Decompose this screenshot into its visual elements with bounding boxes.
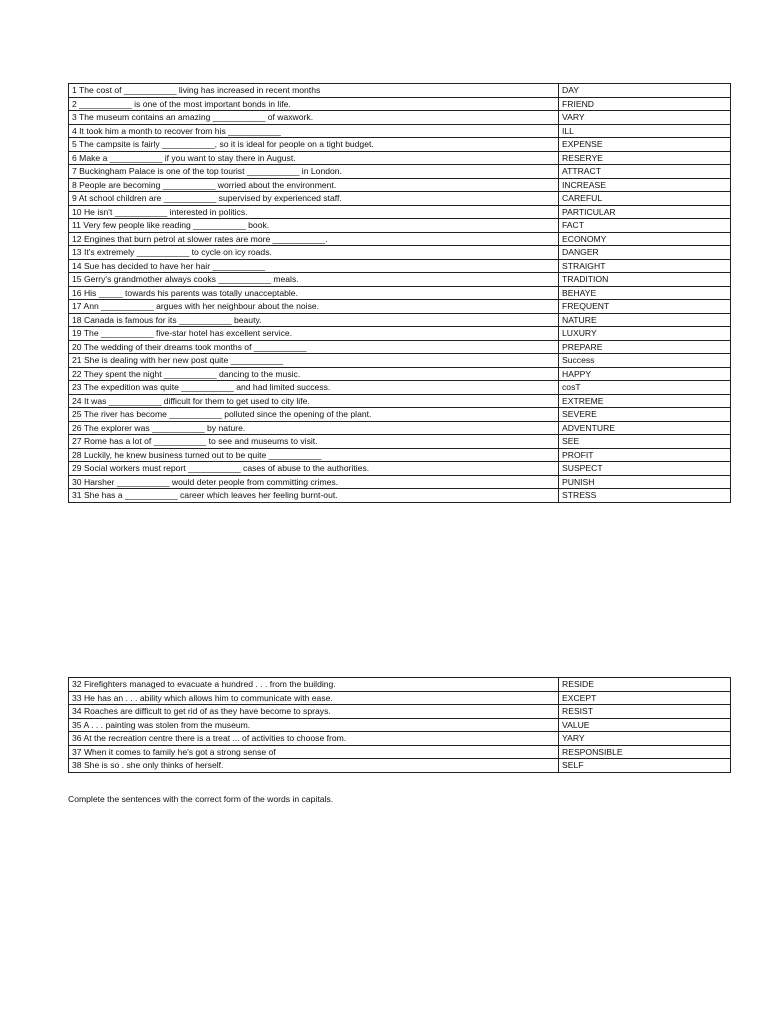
sentence-cell: 35 A . . . painting was stolen from the museum. bbox=[69, 718, 559, 732]
table-row bbox=[69, 448, 731, 462]
keyword-cell: HAPPY bbox=[559, 367, 731, 381]
table-row bbox=[69, 111, 731, 125]
keyword-cell: VALUE bbox=[559, 718, 731, 732]
keyword-cell: STRAIGHT bbox=[559, 259, 731, 273]
keyword-cell: INCREASE bbox=[559, 178, 731, 192]
table-row bbox=[69, 327, 731, 341]
keyword-cell: FREQUENT bbox=[559, 300, 731, 314]
exercise-table-2 bbox=[68, 677, 731, 773]
table-row bbox=[69, 124, 731, 138]
keyword-cell: cosT bbox=[559, 381, 731, 395]
table-row bbox=[69, 300, 731, 314]
table-row bbox=[69, 219, 731, 233]
sentence-cell: 19 The ___________ five-star hotel has excellent service. bbox=[69, 327, 559, 341]
keyword-cell: PREPARE bbox=[559, 340, 731, 354]
table-row bbox=[69, 286, 731, 300]
table-row bbox=[69, 232, 731, 246]
sentence-cell: 38 She is so . she only thinks of herself. bbox=[69, 759, 559, 773]
sentence-cell: 15 Gerry's grandmother always cooks ___________ meals. bbox=[69, 273, 559, 287]
table-row bbox=[69, 192, 731, 206]
table-row bbox=[69, 340, 731, 354]
keyword-cell: YARY bbox=[559, 732, 731, 746]
exercise-table-1-body bbox=[69, 84, 731, 503]
table-row bbox=[69, 408, 731, 422]
keyword-cell: VARY bbox=[559, 111, 731, 125]
table-row bbox=[69, 421, 731, 435]
sentence-cell: 17 Ann ___________ argues with her neighbour about the noise. bbox=[69, 300, 559, 314]
sentence-cell: 9 At school children are ___________ supervised by experienced staff. bbox=[69, 192, 559, 206]
sentence-cell: 4 It took him a month to recover from his ___________ bbox=[69, 124, 559, 138]
table-row bbox=[69, 759, 731, 773]
sentence-cell: 24 It was ___________ difficult for them to get used to city life. bbox=[69, 394, 559, 408]
table-row bbox=[69, 273, 731, 287]
table-row bbox=[69, 205, 731, 219]
sentence-cell: 21 She is dealing with her new post quite ___________ bbox=[69, 354, 559, 368]
table-row bbox=[69, 246, 731, 260]
sentence-cell: 1 The cost of ___________ living has increased in recent months bbox=[69, 84, 559, 98]
keyword-cell: RESIDE bbox=[559, 678, 731, 692]
sentence-cell: 5 The campsite is fairly ___________, so it is ideal for people on a tight budget. bbox=[69, 138, 559, 152]
table-row bbox=[69, 84, 731, 98]
keyword-cell: SEVERE bbox=[559, 408, 731, 422]
keyword-cell: STRESS bbox=[559, 489, 731, 503]
sentence-cell: 18 Canada is famous for its ___________ beauty. bbox=[69, 313, 559, 327]
keyword-cell: ECONOMY bbox=[559, 232, 731, 246]
keyword-cell: PROFIT bbox=[559, 448, 731, 462]
table-row bbox=[69, 165, 731, 179]
keyword-cell: FACT bbox=[559, 219, 731, 233]
keyword-cell: RESPONSIBLE bbox=[559, 745, 731, 759]
keyword-cell: RESIST bbox=[559, 705, 731, 719]
sentence-cell: 10 He isn't ___________ interested in politics. bbox=[69, 205, 559, 219]
keyword-cell: FRIEND bbox=[559, 97, 731, 111]
keyword-cell: PARTICULAR bbox=[559, 205, 731, 219]
table-row bbox=[69, 151, 731, 165]
keyword-cell: CAREFUL bbox=[559, 192, 731, 206]
keyword-cell: LUXURY bbox=[559, 327, 731, 341]
keyword-cell: RESERYE bbox=[559, 151, 731, 165]
sentence-cell: 23 The expedition was quite ___________ and had limited success. bbox=[69, 381, 559, 395]
table-row bbox=[69, 394, 731, 408]
sentence-cell: 13 It's extremely ___________ to cycle on icy roads. bbox=[69, 246, 559, 260]
table-row bbox=[69, 691, 731, 705]
sentence-cell: 22 They spent the night ___________ dancing to the music. bbox=[69, 367, 559, 381]
table-row bbox=[69, 313, 731, 327]
sentence-cell: 6 Make a ___________ if you want to stay there in August. bbox=[69, 151, 559, 165]
table-row bbox=[69, 354, 731, 368]
sentence-cell: 11 Very few people like reading ___________ book. bbox=[69, 219, 559, 233]
table-row bbox=[69, 381, 731, 395]
table-row bbox=[69, 367, 731, 381]
sentence-cell: 3 The museum contains an amazing ___________ of waxwork. bbox=[69, 111, 559, 125]
sentence-cell: 2 ___________ is one of the most important bonds in life. bbox=[69, 97, 559, 111]
sentence-cell: 25 The river has become ___________ polluted since the opening of the plant. bbox=[69, 408, 559, 422]
sentence-cell: 16 His _____ towards his parents was totally unacceptable. bbox=[69, 286, 559, 300]
keyword-cell: ILL bbox=[559, 124, 731, 138]
keyword-cell: PUNISH bbox=[559, 475, 731, 489]
sentence-cell: 34 Roaches are difficult to get rid of as they have become to sprays. bbox=[69, 705, 559, 719]
instruction-text: Complete the sentences with the correct form of the words in capitals. bbox=[68, 794, 334, 804]
table-row bbox=[69, 259, 731, 273]
keyword-cell: EXCEPT bbox=[559, 691, 731, 705]
table-row bbox=[69, 705, 731, 719]
keyword-cell: DANGER bbox=[559, 246, 731, 260]
sentence-cell: 14 Sue has decided to have her hair ___________ bbox=[69, 259, 559, 273]
sentence-cell: 26 The explorer was ___________ by nature. bbox=[69, 421, 559, 435]
keyword-cell: BEHAYE bbox=[559, 286, 731, 300]
exercise-table-2-body bbox=[69, 678, 731, 773]
table-row bbox=[69, 462, 731, 476]
table-row bbox=[69, 732, 731, 746]
sentence-cell: 12 Engines that burn petrol at slower rates are more ___________. bbox=[69, 232, 559, 246]
sentence-cell: 33 He has an . . . ability which allows him to communicate with ease. bbox=[69, 691, 559, 705]
keyword-cell: EXPENSE bbox=[559, 138, 731, 152]
table-row bbox=[69, 678, 731, 692]
keyword-cell: EXTREME bbox=[559, 394, 731, 408]
sentence-cell: 20 The wedding of their dreams took months of ___________ bbox=[69, 340, 559, 354]
keyword-cell: ADVENTURE bbox=[559, 421, 731, 435]
sentence-cell: 29 Social workers must report ___________ cases of abuse to the authorities. bbox=[69, 462, 559, 476]
keyword-cell: DAY bbox=[559, 84, 731, 98]
keyword-cell: SEE bbox=[559, 435, 731, 449]
table-row bbox=[69, 718, 731, 732]
keyword-cell: TRADITION bbox=[559, 273, 731, 287]
sentence-cell: 28 Luckily, he knew business turned out to be quite ___________ bbox=[69, 448, 559, 462]
sentence-cell: 31 She has a ___________ career which leaves her feeling burnt-out. bbox=[69, 489, 559, 503]
keyword-cell: Success bbox=[559, 354, 731, 368]
keyword-cell: ATTRACT bbox=[559, 165, 731, 179]
keyword-cell: SELF bbox=[559, 759, 731, 773]
table-row bbox=[69, 475, 731, 489]
exercise-table-1 bbox=[68, 83, 731, 503]
sentence-cell: 37 When it comes to family he's got a strong sense of bbox=[69, 745, 559, 759]
sentence-cell: 30 Harsher ___________ would deter people from committing crimes. bbox=[69, 475, 559, 489]
sentence-cell: 32 Firefighters managed to evacuate a hundred . . . from the building. bbox=[69, 678, 559, 692]
sentence-cell: 8 People are becoming ___________ worried about the environment. bbox=[69, 178, 559, 192]
table-row bbox=[69, 178, 731, 192]
table-row bbox=[69, 97, 731, 111]
keyword-cell: SUSPECT bbox=[559, 462, 731, 476]
table-row bbox=[69, 745, 731, 759]
table-row bbox=[69, 435, 731, 449]
sentence-cell: 36 At the recreation centre there is a treat ... of activities to choose from. bbox=[69, 732, 559, 746]
table-row bbox=[69, 489, 731, 503]
keyword-cell: NATURE bbox=[559, 313, 731, 327]
table-row bbox=[69, 138, 731, 152]
sentence-cell: 7 Buckingham Palace is one of the top tourist ___________ in London. bbox=[69, 165, 559, 179]
sentence-cell: 27 Rome has a lot of ___________ to see and museums to visit. bbox=[69, 435, 559, 449]
